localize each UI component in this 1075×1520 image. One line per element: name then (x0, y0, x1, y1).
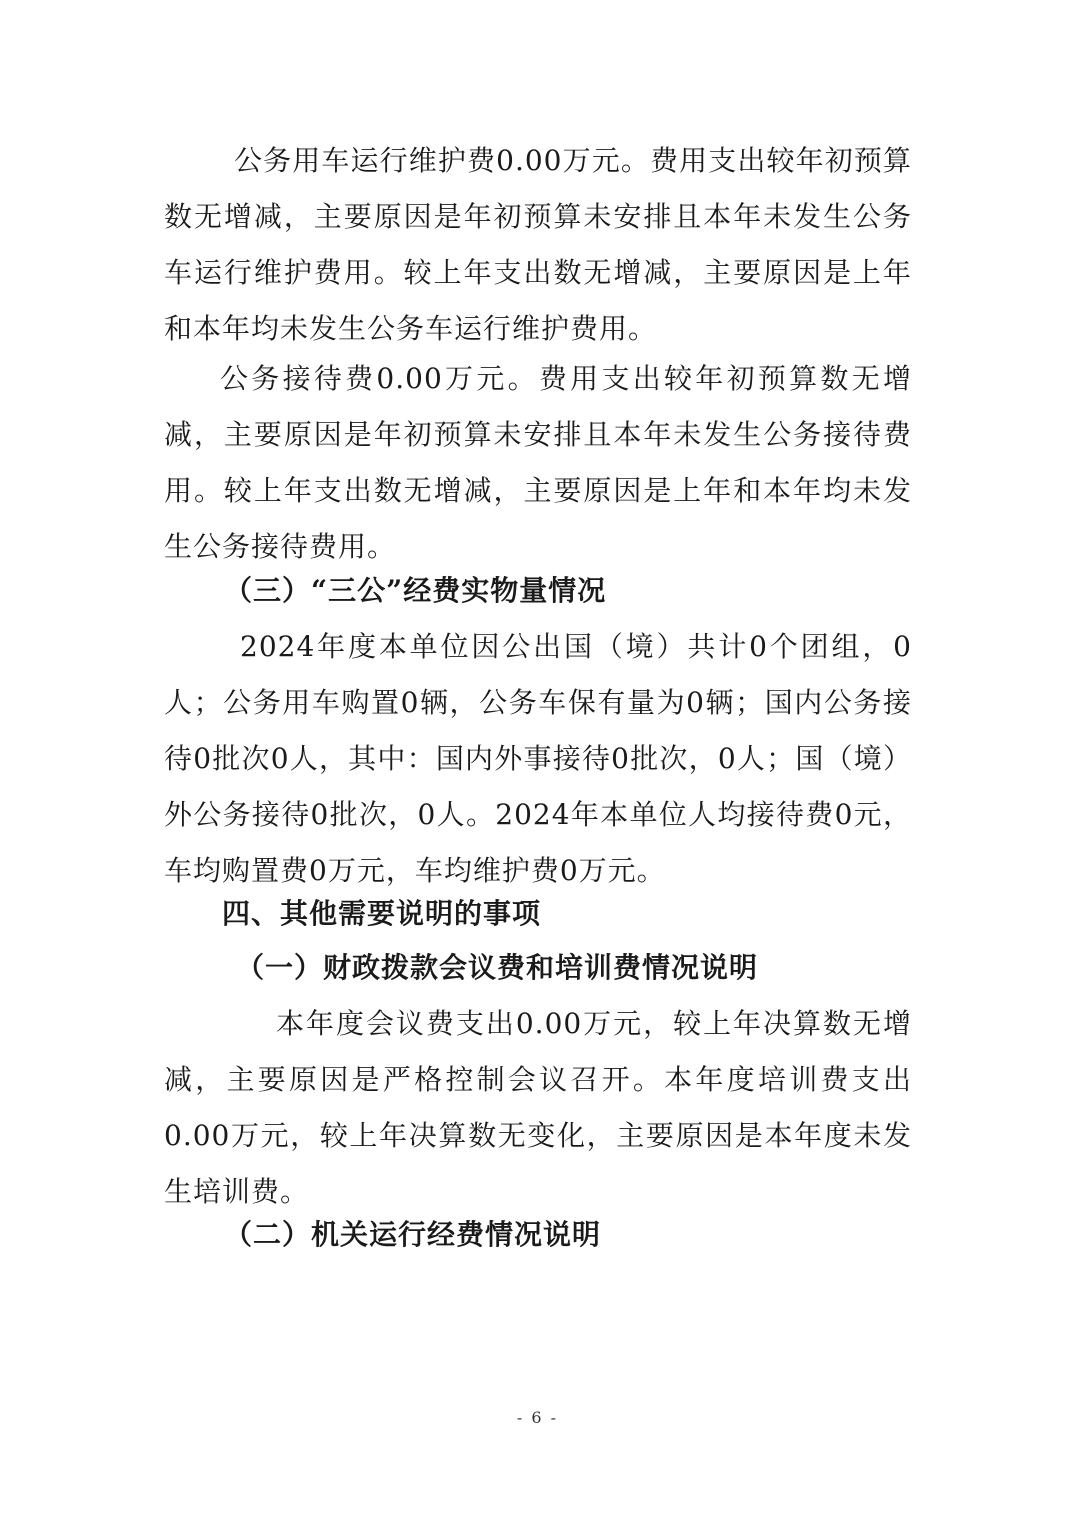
paragraph-meeting-training-fee: 本年度会议费支出0.00万元，较上年决算数无增减，主要原因是严格控制会议召开。本年度培训费支出0.00万元，较上年决算数无变化，主要原因是本年度未发生培训费。 (164, 1007, 912, 1208)
heading-operating-funds: （二）机关运行经费情况说明 (224, 1218, 602, 1251)
paragraph-reception-fee: 公务接待费0.00万元。费用支出较年初预算数无增减，主要原因是年初预算未安排且本年未发生公务接待费用。较上年支出数无增减，主要原因是上年和本年均未发生公务接待费用。 (164, 362, 912, 563)
paragraph-car-maintenance-fee: 公务用车运行维护费0.00万元。费用支出较年初预算数无增减，主要原因是年初预算未安排且本年未发生公务车运行维护费用。较上年支出数无增减，主要原因是上年和本年均未发生公务车运行维护费用。 (164, 144, 912, 345)
paragraph-physical-quantity: 2024年度本单位因公出国（境）共计0个团组，0人；公务用车购置0辆，公务车保有量为0辆；国内公务接待0批次0人，其中：国内外事接待0批次，0人；国（境）外公务接待0批次，0人。2024年本单位人均接待费0元，车均购置费0万元，车均维护费0万元。 (164, 630, 912, 887)
heading-three-public-physical-quantity: （三）“三公”经费实物量情况 (224, 574, 607, 607)
page-number: - 6 - (516, 1408, 559, 1427)
heading-section-four: 四、其他需要说明的事项 (222, 897, 542, 930)
heading-meeting-training-fee: （一）财政拨款会议费和培训费情况说明 (236, 951, 759, 984)
